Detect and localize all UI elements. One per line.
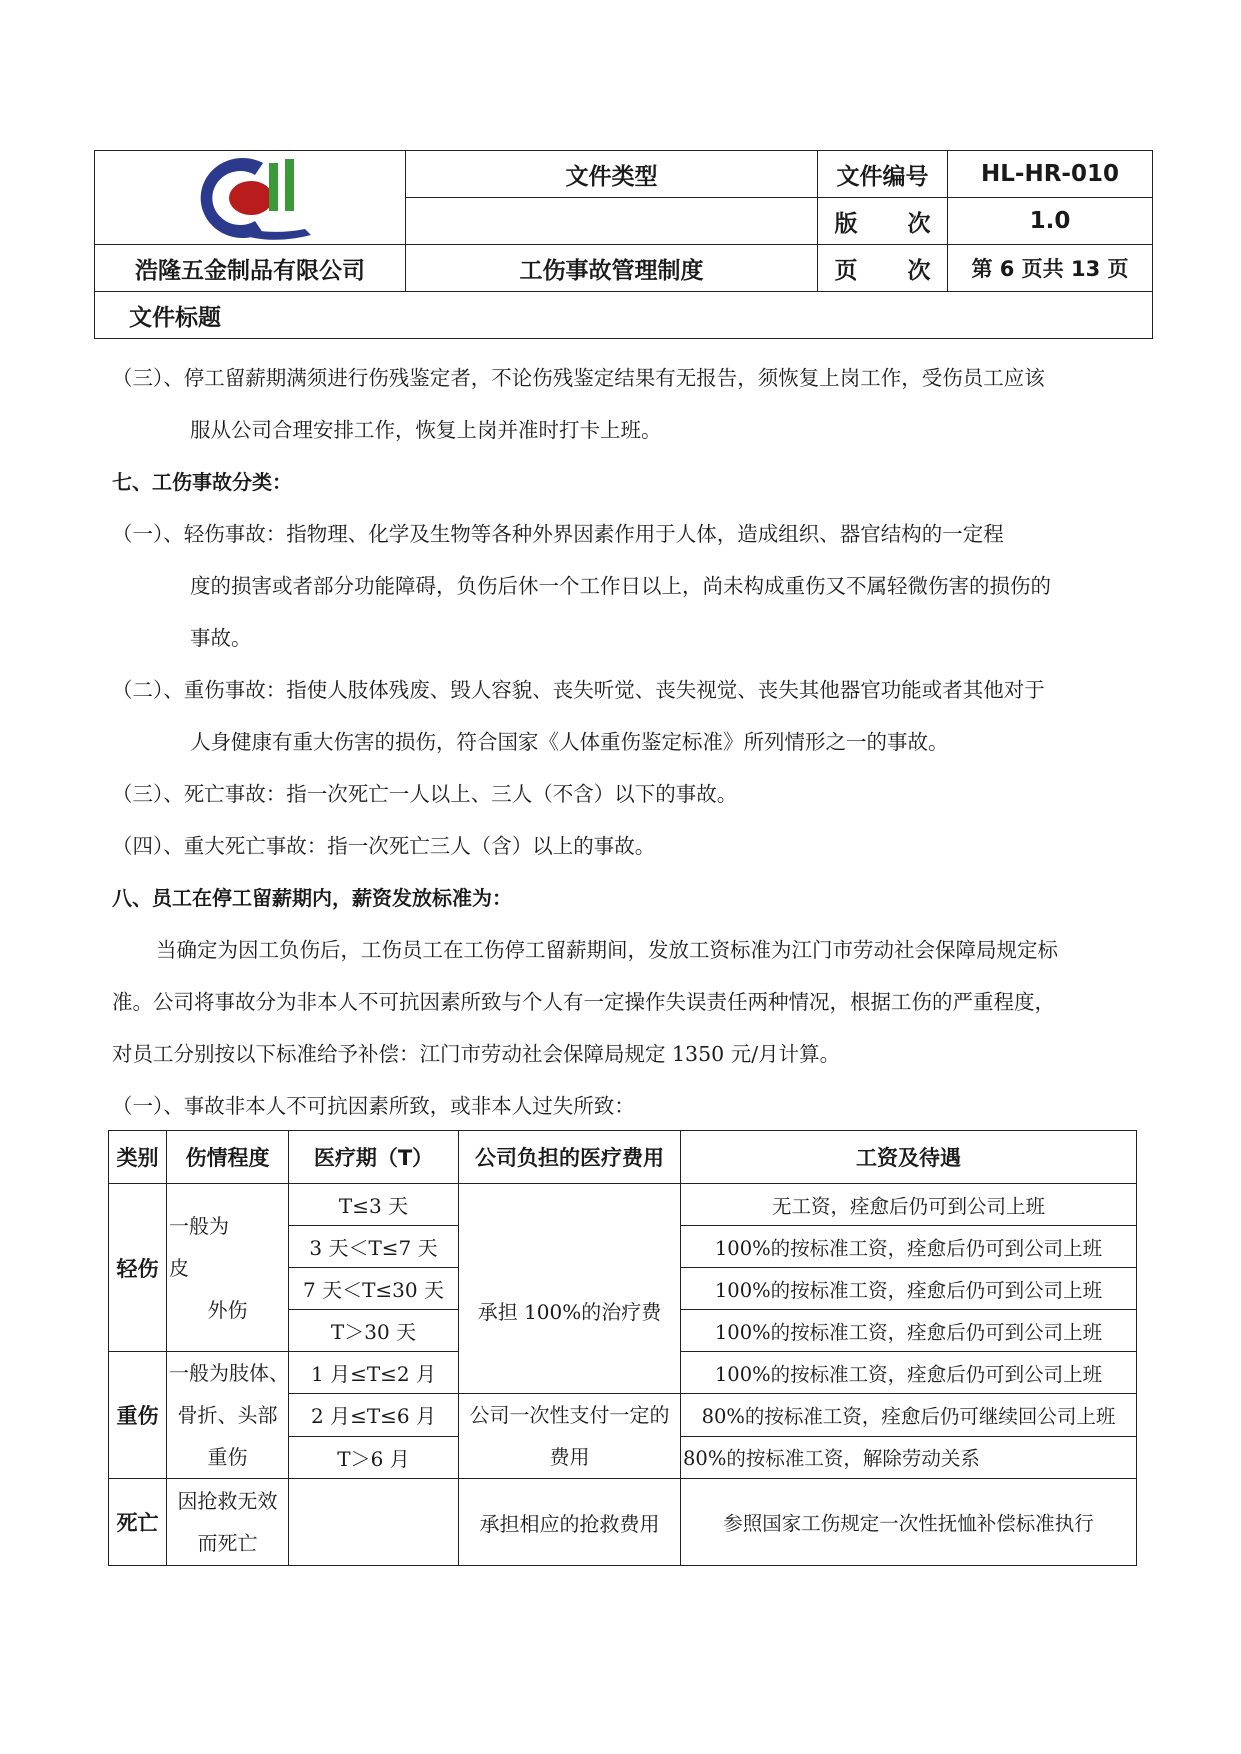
section-heading-8: 八、员工在停工留薪期内，薪资发放标准为： [112,886,512,910]
cost-light: 承担 100%的治疗费 [459,1184,681,1394]
paragraph-line: 服从公司合理安排工作，恢复上岗并准时打卡上班。 [190,418,662,442]
paragraph-line: 度的损害或者部分功能障碍，负伤后休一个工作日以上，尚未构成重伤又不属轻微伤害的损伤的 [190,574,1051,598]
pay-cell: 100%的按标准工资，痊愈后仍可到公司上班 [681,1226,1137,1268]
paragraph-line: 对员工分别按以下标准给予补偿：江门市劳动社会保障局规定 1350 元/月计算。 [112,1042,841,1066]
company-name: 浩隆五金制品有限公司 [95,245,406,292]
paragraph-line: 准。公司将事故分为非本人不可抗因素所致与个人有一定操作失误责任两种情况，根据工伤的严重程度， [112,990,1055,1014]
degree-serious: 一般为肢体、 骨折、头部 重伤 [167,1352,289,1479]
period-cell: T＞30 天 [289,1310,459,1352]
company-logo [185,153,315,243]
pay-death: 参照国家工伤规定一次性抚恤补偿标准执行 [681,1479,1137,1566]
version-value: 1.0 [948,198,1153,245]
paragraph-line: （三）、死亡事故：指一次死亡一人以上、三人（不含）以下的事故。 [112,782,738,806]
period-cell: 3 天＜T≤7 天 [289,1226,459,1268]
pay-cell: 80%的按标准工资，解除劳动关系 [681,1436,1137,1479]
page-value: 第 6 页共 13 页 [948,245,1153,292]
pay-cell: 100%的按标准工资，痊愈后仍可到公司上班 [681,1268,1137,1310]
paragraph-line: （一）、事故非本人不可抗因素所致，或非本人过失所致： [112,1094,635,1118]
paragraph-line: 人身健康有重大伤害的损伤，符合国家《人体重伤鉴定标准》所列情形之一的事故。 [190,730,949,754]
column-header: 工资及待遇 [681,1131,1137,1184]
paragraph-line: 当确定为因工负伤后，工伤员工在工伤停工留薪期间，发放工资标准为江门市劳动社会保障局规定标 [156,938,1058,962]
table-row [109,1479,1137,1566]
page-label: 页 次 [818,245,948,292]
category-light: 轻伤 [109,1184,167,1352]
degree-light: 一般为 皮 外伤 [167,1184,289,1352]
degree-death: 因抢救无效 而死亡 [167,1479,289,1566]
document-header-table [94,150,1153,339]
paragraph-line: （二）、重伤事故：指使人肢体残废、毁人容貌、丧失听觉、丧失视觉、丧失其他器官功能或者其他对于 [112,678,1045,702]
period-death [289,1479,459,1566]
pay-cell: 100%的按标准工资，痊愈后仍可到公司上班 [681,1310,1137,1352]
column-header: 公司负担的医疗费用 [459,1131,681,1184]
period-cell: 2 月≤T≤6 月 [289,1394,459,1437]
paragraph-line: （一）、轻伤事故：指物理、化学及生物等各种外界因素作用于人体，造成组织、器官结构的一定程 [112,522,1004,546]
paragraph-line: （三）、停工留薪期满须进行伤残鉴定者，不论伤残鉴定结果有无报告，须恢复上岗工作，受伤员工应该 [112,366,1045,390]
file-type-value [406,198,818,245]
period-cell: 7 天＜T≤30 天 [289,1268,459,1310]
doc-no-value: HL-HR-010 [948,151,1153,198]
compensation-table [108,1130,1137,1566]
section-heading-7: 七、工伤事故分类： [112,470,292,494]
doc-no-label: 文件编号 [818,151,948,198]
file-type-label: 文件类型 [406,151,818,198]
paragraph-line: （四）、重大死亡事故：指一次死亡三人（含）以上的事故。 [112,834,656,858]
category-serious: 重伤 [109,1352,167,1479]
cost-death: 承担相应的抢救费用 [459,1479,681,1566]
cost-serious: 公司一次性支付一定的 费用 [459,1394,681,1479]
document-body [112,352,1132,1132]
document-name: 工伤事故管理制度 [406,245,818,292]
column-header: 伤情程度 [167,1131,289,1184]
file-title-label: 文件标题 [95,292,1153,339]
period-cell: 1 月≤T≤2 月 [289,1352,459,1394]
paragraph-line: 事故。 [190,626,252,650]
version-label: 版 次 [818,198,948,245]
table-header-row [109,1131,1137,1184]
column-header: 类别 [109,1131,167,1184]
pay-cell: 100%的按标准工资，痊愈后仍可到公司上班 [681,1352,1137,1394]
period-cell: T＞6 月 [289,1436,459,1479]
table-row [109,1184,1137,1226]
category-death: 死亡 [109,1479,167,1566]
pay-cell: 无工资，痊愈后仍可到公司上班 [681,1184,1137,1226]
logo-cell [95,151,406,245]
pay-cell: 80%的按标准工资，痊愈后仍可继续回公司上班 [681,1394,1137,1437]
period-cell: T≤3 天 [289,1184,459,1226]
column-header: 医疗期（T） [289,1131,459,1184]
